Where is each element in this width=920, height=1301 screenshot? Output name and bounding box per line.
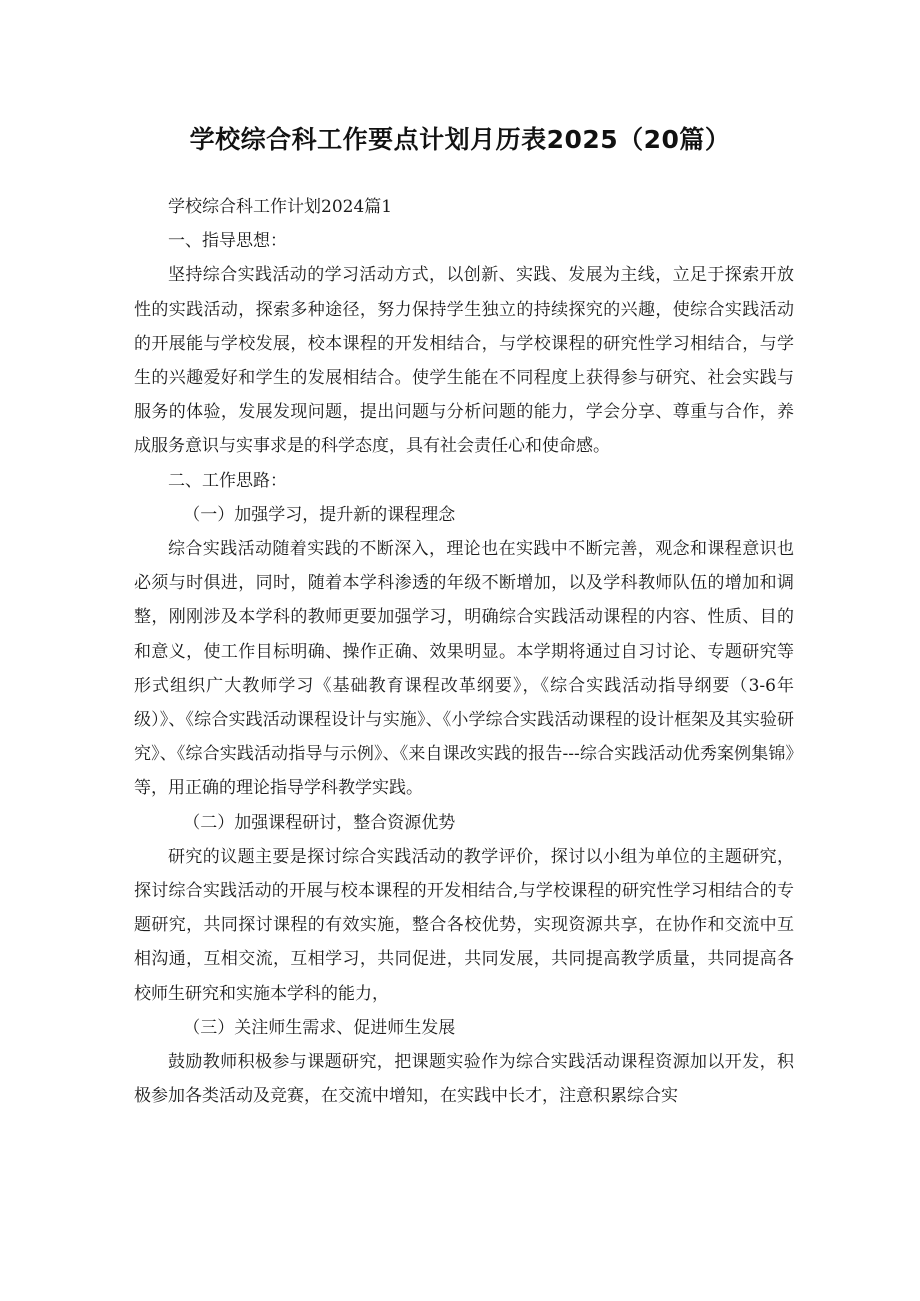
subheading-strengthen-learning: （一）加强学习，提升新的课程理念 [183,504,456,525]
subheading-course-research: （二）加强课程研讨，整合资源优势 [183,812,456,833]
heading-work-approach: 二、工作思路： [168,470,287,491]
document-title: 学校综合科工作要点计划月历表2025（20篇） [189,125,731,154]
paragraph-course-research: 研究的议题主要是探讨综合实践活动的教学评价，探讨以小组为单位的主题研究，探讨综合实践活动的开展与校本课程的开发相结合,与学校课程的研究性学习相结合的专题研究，共同探讨课程的有效实施，整合各校优势，实现资源共享，在协作和交流中互相沟通，互相交流，互相学习，共同促进，共同发展，共同提高教学质量，共同提高各校师生研究和实施本学科的能力， [134,846,794,1004]
paragraph-guiding-ideology: 坚持综合实践活动的学习活动方式，以创新、实践、发展为主线，立足于探索开放性的实践活动，探索多种途径，努力保持学生独立的持续探究的兴趣，使综合实践活动的开展能与学校发展，校本课程的开发相结合，与学校课程的研究性学习相结合，与学生的兴趣爱好和学生的发展相结合。使学生能在不同程度上获得参与研究、社会实践与服务的体验，发展发现问题，提出问题与分析问题的能力，学会分享、尊重与合作，养成服务意识与实事求是的科学态度，具有社会责任心和使命感。 [134,265,794,457]
paragraph-teacher-student-development: 鼓励教师积极参与课题研究，把课题实验作为综合实践活动课程资源加以开发，积极参加各类活动及竞赛，在交流中增知，在实践中长才，注意积累综合实 [134,1052,794,1107]
heading-guiding-ideology: 一、指导思想： [168,231,287,252]
paragraph-strengthen-learning: 综合实践活动随着实践的不断深入，理论也在实践中不断完善，观念和课程意识也必须与时俱进，同时，随着本学科渗透的年级不断增加，以及学科教师队伍的增加和调整，刚刚涉及本学科的教师更要加强学习，明确综合实践活动课程的内容、性质、目的和意义，使工作目标明确、操作正确、效果明显。本学期将通过自习讨论、专题研究等形式组织广大教师学习《基础教育课程改革纲要》，《综合实践活动指导纲要（3-6年级）》、《综合实践活动课程设计与实施》、《小学综合实践活动课程的设计框架及其实验研究》、《综合实践活动指导与示例》、《来自课改实践的报告---综合实践活动优秀案例集锦》等，用正确的理论指导学科教学实践。 [134,539,794,799]
subheading-teacher-student-development: （三）关注师生需求、促进师生发展 [183,1017,456,1038]
section-title: 学校综合科工作计划2024篇1 [168,197,393,217]
document-body [134,190,794,1113]
